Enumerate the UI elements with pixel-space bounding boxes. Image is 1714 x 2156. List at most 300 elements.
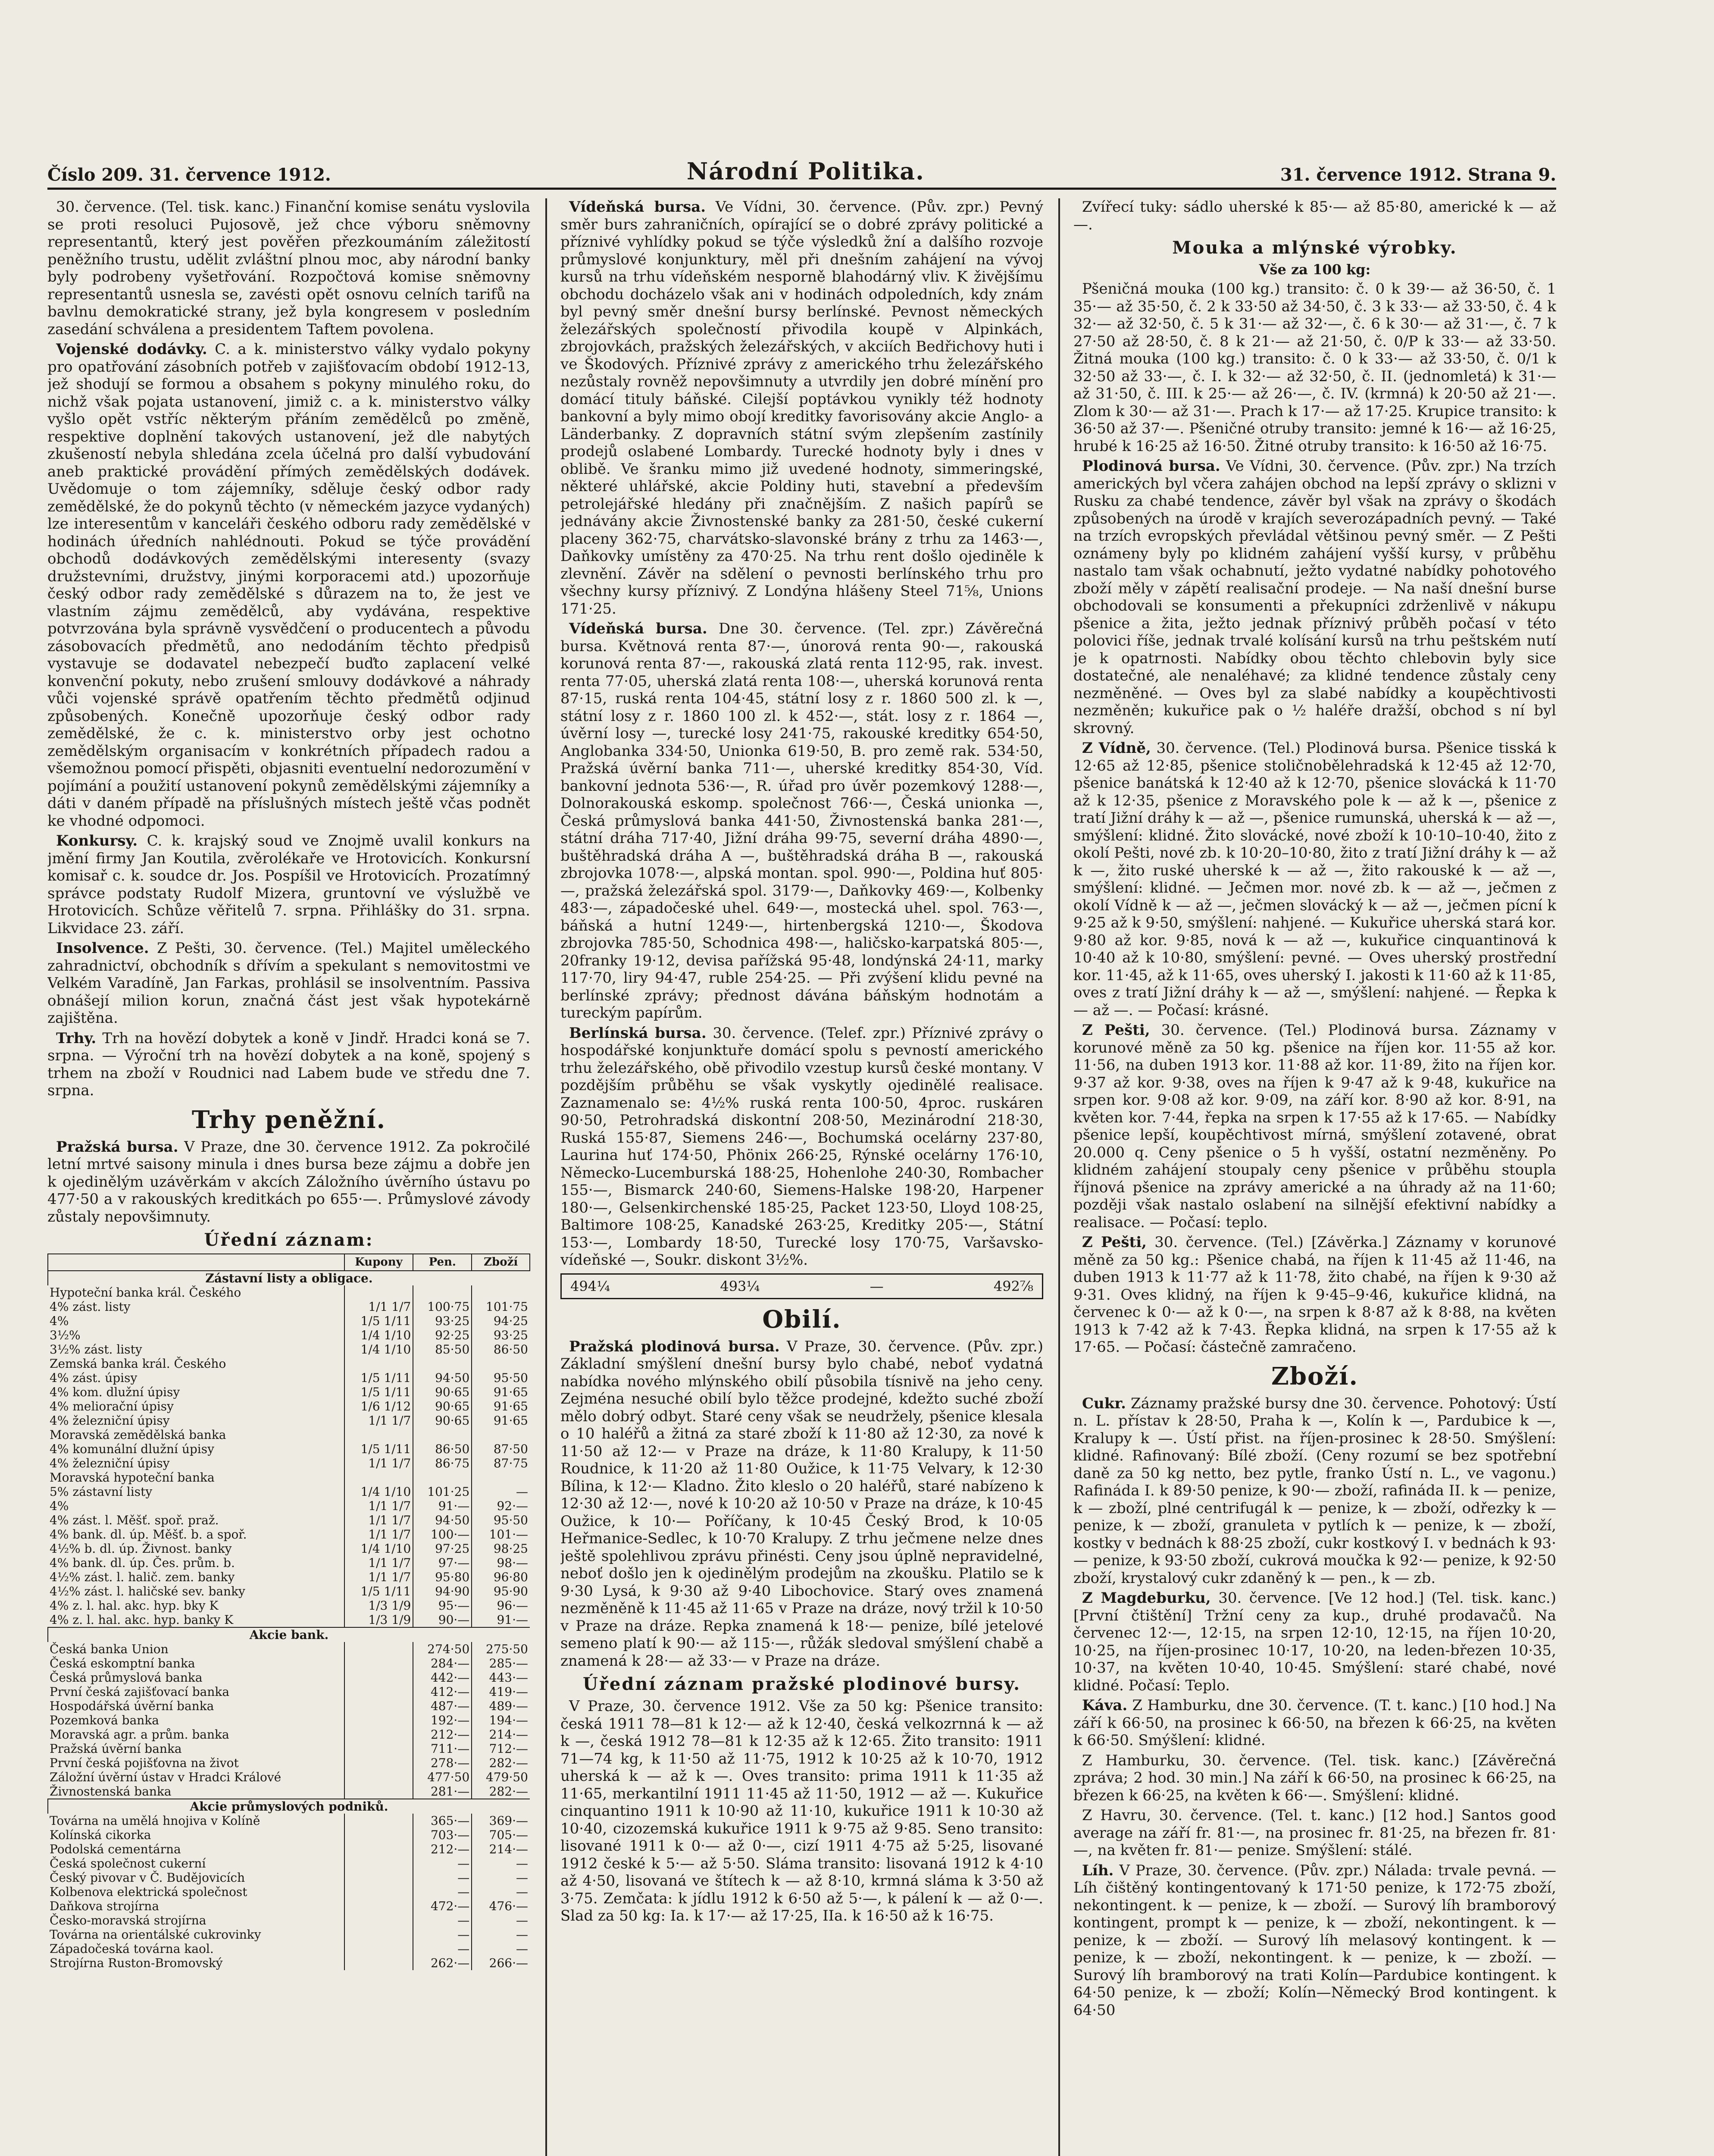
- security-name: 4% železniční úpisy: [50, 1456, 170, 1470]
- security-name: 4% meliorační úpisy: [50, 1399, 174, 1413]
- money-price: 86·75: [413, 1456, 472, 1470]
- coupon-dates: [344, 1828, 413, 1842]
- article-lead: Insolvence.: [56, 940, 149, 957]
- coupon-dates: [344, 1871, 413, 1885]
- article-lead: Z Pešti,: [1082, 1234, 1147, 1251]
- table-row: [48, 1913, 530, 1927]
- money-price: 442·—: [413, 1670, 472, 1685]
- goods-price: 87·75: [472, 1456, 530, 1470]
- goods-price: 91·65: [472, 1399, 530, 1413]
- article-prague-produce: [560, 1338, 1043, 1670]
- table-row: [48, 1342, 530, 1357]
- goods-price: 86·50: [472, 1342, 530, 1357]
- coupon-dates: 1/4 1/10: [344, 1342, 413, 1357]
- money-price: 94·50: [413, 1513, 472, 1527]
- table-row: [48, 1756, 530, 1770]
- table-row: [48, 1613, 530, 1627]
- issue-date: Číslo 209. 31. července 1912.: [47, 165, 331, 185]
- table-row: [48, 1642, 530, 1656]
- security-name: Západočeská továrna kaol.: [50, 1942, 214, 1956]
- security-name: Moravská agr. a prům. banka: [50, 1727, 229, 1742]
- coupon-dates: [344, 1885, 413, 1899]
- table-row: [48, 1727, 530, 1742]
- article-lead: Vídeňská bursa.: [569, 620, 707, 637]
- security-name: 4% kom. dlužní úpisy: [50, 1385, 180, 1399]
- goods-price: —: [472, 1942, 530, 1956]
- money-price: 412·—: [413, 1685, 472, 1699]
- coupon-dates: [344, 1685, 413, 1699]
- money-price: 278·—: [413, 1756, 472, 1770]
- money-price: 274·50: [413, 1642, 472, 1656]
- article-body: 30. července. (Telef. zpr.) Příznivé zprávy o hospodářské konjunktuře domácí spolu s pevností amerického trhu železářského, obě přivodilo vzestup kursů české montany. V pozdějším průběhu se však vyskytly ojedinělé realisace. Zaznamenalo se: 4½% ruská renta 100·50, 4proc. ruskáren 90·50, Petrohradská diskontní 208·50, Mezinárodní 218·30, Ruská 155·87, Siemens 246·—, Bochumská ocelárny 237·80, Laurina huť 174·50, Phönix 266·25, Rýnské ocelárny 176·10, Německo-Lucemburská 188·25, Hohenlohe 240·30, Rombacher 155·—, Bismarck 240·60, Siemens-Halske 198·20, Harpener 180·—, Gelsenkirchenské 185·25, Packet 123·50, Lloyd 108·25, Baltimore 108·25, Kanadské 263·25, Kreditky 205·—, Státní 153·—, Lombardy 18·50, Turecké losy 170·75, Varšavsko-vídeňské —, Soukr. diskont 3½%.: [560, 1024, 1043, 1269]
- article-body: V Praze, dne 30. července 1912. Za pokročilé letní mrtvé saisony minula i dnes bursa beze zájmu a dobře jen k ojedinělým uzávěrkám v akcích Záložního úvěrního ústavu po 477·50 a v rakouských kreditkách po 655·—. Průmyslové závody zůstaly nepovšimnuty.: [47, 1138, 530, 1225]
- coupon-dates: [344, 1670, 413, 1685]
- table-row: [48, 1499, 530, 1513]
- table-row: [48, 1885, 530, 1899]
- security-name: Hypoteční banka král. Českého: [50, 1285, 241, 1300]
- goods-price: —: [472, 1913, 530, 1927]
- article-body: C. a k. ministerstvo války vydalo pokyny pro opatřování zásobních potřeb v zajišťovacím období 1912-13, jež shodují se formou a obsahem s pokyny minulého roku, do nichž však pojata ustanovení, jimiž c. a k. ministerstvo války vyšlo opět vstříc některým přáním zemědělců po změně, respektive doplnění takových ustanovení, jež dle nabytých zkušeností nebyla shledána zcela účelná pro další vybudování aneb praktické provádění přímých zemědělských dodávek. Uvědomuje o tom zájemníky, sděluje český odbor rady zemědělské, že do pokynů těchto (v německém jazyce vydaných) lze interesentům v kanceláři českého odboru rady zemědělské v hodinách úředních nahlédnouti. Pokud se týče provádění obchodů dodávkových zemědělskými interesenty (svazy družstevními, družstvy, jinými korporacemi atd.) upozorňuje český odbor rady zemědělské s důrazem na to, že jest ve vlastním zájmu zemědělců, aby vydávána, respektive potvrzována byla správně vysvědčení o producentech a původu zásobovacích předmětů, ano nedodáním těchto předpisů vystavuje se dodavatel nebezpečí buďto zaplacení velké konvenční pokuty, nebo zrušení smlouvy dodávkové a náhrady vůči vojenské správě opatřením těchto předmětů odjinud způsobených. Konečně upozorňuje český odbor rady zemědělské, že c. k. ministerstvo orby jest ochotno zemědělským organisacím v konkrétních případech radou a všemožnou pomocí přispěti, objasniti eventuelní nedorozumění v pojímání a použití ustanovení pokynů zemědělskými zájemníky a dáti v daném případě na příslušných místech ještě včas podnět ke vhodné odpomoci.: [47, 341, 530, 830]
- table-row: [48, 1442, 530, 1456]
- article-lead: Káva.: [1082, 1697, 1128, 1714]
- coupon-dates: [344, 1285, 413, 1300]
- article-from-vienna: [1073, 740, 1556, 1019]
- table-row: [48, 1428, 530, 1442]
- goods-price: —: [472, 1927, 530, 1942]
- column-rule: [545, 198, 547, 2156]
- goods-price: [472, 1357, 530, 1371]
- money-price: 90·65: [413, 1399, 472, 1413]
- article-body: Ve Vídni, 30. července. (Pův. zpr.) Pevný směr burs zahraničních, opírající se o dobré zprávy politické a příznivé vyhlídky pokud se týče výsledků žní a dalšího rozvoje průmyslové konjunktury, měl při dnešním zahájení na vývoj kursů na trhu vídeňském nesporně blahodárný vliv. K živějšímu obchodu docházelo však ani v hodinách odpoledních, kdy znám byl pevný směr dnešní bursy berlínské. Pevnost německých železářských společností přivodila koupě v Alpinkách, zbrojovkách, pražských železářských, v akciích Bedřichovy huti i ve Škodových. Příznivé zprávy z amerického trhu železářského nezůstaly rovněž nepovšimnuty a utvrdily jen dobré mínění pro domácí tituly báňské. Cilejší poptávkou vynikly též hodnoty bankovní a byly mimo obojí kreditky favorisovány akcie Anglo- a Länderbanky. Z dopravních státní svým zlepšením zastínily prodejů oslabené Lombardy. Turecké hodnoty byly i dnes v oblibě. Ve šranku mimo již uvedené hodnoty, simmeringské, některé uhlářské, akcie Poldiny huti, stavební a především petrolejářské hledány při značnějším. Z našich papírů se jednávány akcie Živnostenské banky za 281·50, české cukerní placeny 362·75, charvátsko-slavonské brány z trhu za 1463·—, Daňkovky umístěny za 470·25. Na trhu rent došlo ojediněle k zlevnění. Závěr na sdělení o pevnosti berlínského trhu pro všechny kursy příznivý. Z Londýna hlášeny Steel 71⅝, Unions 171·25.: [560, 198, 1043, 617]
- produce-record-title: Úřední záznam pražské plodinové bursy.: [582, 1674, 1021, 1694]
- goods-price: 476·—: [472, 1899, 530, 1913]
- security-name: 4% komunální dlužní úpisy: [50, 1442, 214, 1456]
- table-row: [48, 1899, 530, 1913]
- money-price: 703·—: [413, 1828, 472, 1842]
- goods-price: 98·25: [472, 1542, 530, 1556]
- table-header-row: [48, 1254, 530, 1271]
- goods-price: 369·—: [472, 1814, 530, 1828]
- security-name: 4% zást. listy: [50, 1300, 131, 1314]
- security-name: 4½% b. dl. úp. Živnost. banky: [50, 1542, 232, 1556]
- column-3: [1073, 198, 1556, 2156]
- security-name: Pozemková banka: [50, 1713, 159, 1727]
- goods-price: 91·—: [472, 1613, 530, 1627]
- security-name: Záložní úvěrní ústav v Hradci Králové: [50, 1770, 281, 1784]
- goods-price: 489·—: [472, 1699, 530, 1713]
- money-price: 711·—: [413, 1742, 472, 1756]
- goods-price: 712·—: [472, 1742, 530, 1756]
- coupon-dates: [344, 1927, 413, 1942]
- money-price: 90·—: [413, 1613, 472, 1627]
- article-magdeburg: [1073, 1589, 1556, 1694]
- article-sugar: [1073, 1395, 1556, 1587]
- goods-price: 92·—: [472, 1499, 530, 1513]
- article-lead: Pražská plodinová bursa.: [569, 1338, 780, 1355]
- coupon-dates: 1/1 1/7: [344, 1499, 413, 1513]
- security-name: Česká eskomptní banka: [50, 1656, 195, 1670]
- coupon-dates: [344, 1756, 413, 1770]
- security-name: 4½% zást. l. halič. zem. banky: [50, 1570, 235, 1584]
- table-row: [48, 1699, 530, 1713]
- table-row: [48, 1713, 530, 1727]
- coupon-dates: 1/3 1/9: [344, 1598, 413, 1613]
- money-price: [413, 1470, 472, 1485]
- money-price: [413, 1285, 472, 1300]
- article-insolvency: [47, 940, 530, 1027]
- coupon-dates: 1/1 1/7: [344, 1527, 413, 1542]
- money-price: 212·—: [413, 1727, 472, 1742]
- table-group-row: [48, 1271, 530, 1285]
- security-name: Kolbenova elektrická společnost: [50, 1885, 247, 1899]
- table-row: [48, 1770, 530, 1784]
- money-price: 92·25: [413, 1328, 472, 1342]
- table-row: [48, 1814, 530, 1828]
- coupon-dates: [344, 1842, 413, 1856]
- table-row: [48, 1513, 530, 1527]
- table-row: [48, 1828, 530, 1842]
- coupon-dates: [344, 1770, 413, 1784]
- security-name: Česká průmyslová banka: [50, 1670, 203, 1685]
- article-lead: Z Pešti,: [1082, 1022, 1150, 1039]
- table-row: [48, 1871, 530, 1885]
- goods-price: 93·25: [472, 1328, 530, 1342]
- quotes-table: [47, 1253, 530, 1970]
- security-name: Zemská banka král. Českého: [50, 1357, 226, 1371]
- money-price: 472·—: [413, 1899, 472, 1913]
- goods-price: 91·65: [472, 1385, 530, 1399]
- money-price: 97·—: [413, 1556, 472, 1570]
- security-name: Moravská zemědělská banka: [50, 1428, 226, 1442]
- article-lead: Trhy.: [56, 1029, 97, 1047]
- section-title-grain: Obilí.: [762, 1305, 841, 1334]
- money-price: 95·80: [413, 1570, 472, 1584]
- page-number: 31. července 1912. Strana 9.: [1280, 165, 1556, 185]
- security-name: První česká pojišťovna na život: [50, 1756, 239, 1770]
- table-row: [48, 1656, 530, 1670]
- coupon-dates: 1/4 1/10: [344, 1542, 413, 1556]
- article-lead: Konkursy.: [56, 832, 138, 849]
- article-prague-exchange: [47, 1138, 530, 1226]
- group-title: Akcie bank.: [48, 1627, 530, 1642]
- goods-price: 95·50: [472, 1371, 530, 1385]
- goods-price: 96·—: [472, 1598, 530, 1613]
- coupon-dates: 1/1 1/7: [344, 1513, 413, 1527]
- article-berlin-exchange: [560, 1025, 1043, 1269]
- money-price: 86·50: [413, 1442, 472, 1456]
- money-price: 477·50: [413, 1770, 472, 1784]
- security-name: Podolská cementárna: [50, 1842, 181, 1856]
- money-price: 93·25: [413, 1314, 472, 1328]
- article-body: Ve Vídni, 30. července. (Pův. zpr.) Na trzích amerických byl včera zahájen obchod na lepší zprávy o sklizni v Rusku za chabé tendence, závěr byl však na zprávy o škodách způsobených na úrodě v krajích severozápadních pevný. — Také na trzích evropských převládal většinou pevný směr. — Z Pešti oznámeny byly po klidném zahájení vyšší kursy, v průběhu nastalo tam však ochabnutí, ježto vydatné nabídky pohotového zboží měly v zápětí realisační prodeje. — Na naší dnešní burse obchodovali se konsumenti a překupníci zdrženlivě v nákupu pšenice a žita, ježto jednak příznivý průběh počasí v této polovici říše, jednak trvalé kolísání kursů na trhu peštském nutí je k opatrnosti. Nabídky obou těchto chlebovin byly sice dostatečné, ale nenaléhavé; za klidné tendence zůstaly ceny nezměněné. — Oves byl za slabé nabídky a koupěchtivosti nezměněn; kukuřice pak o ½ haléře dražší, obchod s ní byl skrovný.: [1073, 458, 1556, 737]
- money-price: 97·25: [413, 1542, 472, 1556]
- table-row: [48, 1556, 530, 1570]
- article-body: Dne 30. července. (Tel. zpr.) Závěrečná bursa. Květnová renta 87·—, únorová renta 90·—, rakouská korunová renta 87·—, rakouská zlatá renta 112·95, rak. invest. renta 77·05, uherská zlatá renta 108·—, uherská korunová renta 87·15, ruská renta 104·45, státní losy z r. 1860 500 zl. k —, státní losy z r. 1860 100 zl. k 452·—, stát. losy z r. 1864 —, úvěrní losy —, turecké losy 241·75, rakouské kreditky 654·50, Anglobanka 334·50, Unionka 619·50, B. pro země rak. 534·50, Pražská úvěrní banka 711·—, uherské kreditky 854·30, Víd. bankovní jednota 536·—, R. úřad pro úvěr pozemkový 1288·—, Dolnorakouská eskomp. společnost 766·—, Česká unionka —, Česká průmyslová banka 441·50, Živnostenská banka 281·—, státní dráha 717·40, Jižní dráha 99·75, severní dráha 4890·—, buštěhradská dráha A —, buštěhradská dráha B —, rakouská zbrojovka 1078·—, alpská montan. spol. 990·—, Poldina huť 805·—, pražská železářská spol. 3179·—, Daňkovky 469·—, Kolbenky 483·—, západočeské uhel. 649·—, mostecká uhel. spol. 763·—, báňská a hutní 1249·—, hirtenbergská 1210·—, Škodova zbrojovka 785·50, Schodnica 498·—, haličsko-karpatská 805·—, 20franky 19·12, devisa pařížská 95·48, londýnská 24·11, marky 117·70, liry 94·47, ruble 254·25. — Při zvýšení klidu pevné na berlínské zprávy; přednost dávána báňským hodnotám a tureckým papírům.: [560, 620, 1043, 1022]
- money-price: 90·65: [413, 1385, 472, 1399]
- section-title-money-markets: Trhy peněžní.: [191, 1105, 386, 1134]
- coupon-dates: [344, 1742, 413, 1756]
- article-lead: Vídeňská bursa.: [569, 198, 706, 216]
- article-lead: Cukr.: [1082, 1395, 1126, 1412]
- coupon-dates: 1/1 1/7: [344, 1456, 413, 1470]
- article-spirits: [1073, 1862, 1556, 2019]
- coupon-dates: [344, 1856, 413, 1871]
- security-name: Daňkova strojírna: [50, 1899, 160, 1913]
- article-havre: Z Havru, 30. července. (Tel. t. kanc.) [12 hod.] Santos good average na září fr. 81·—, na prosinec fr. 81·25, na březen fr. 81·—, na květen fr. 81·— penize. Smýšlení: stálé.: [1073, 1807, 1556, 1859]
- table-row: [48, 1670, 530, 1685]
- table-row: [48, 1385, 530, 1399]
- article-lead: Plodinová bursa.: [1082, 458, 1220, 475]
- table-row: [48, 1742, 530, 1756]
- article-lead: Z Vídně,: [1082, 740, 1151, 757]
- money-price: [413, 1357, 472, 1371]
- coupon-dates: [344, 1956, 413, 1970]
- money-price: 212·—: [413, 1842, 472, 1856]
- coupon-dates: 1/5 1/11: [344, 1371, 413, 1385]
- article-military-supplies: [47, 341, 530, 830]
- table-row: [48, 1956, 530, 1970]
- article-lead: Z Magdeburku,: [1082, 1589, 1211, 1607]
- table-row: [48, 1456, 530, 1470]
- goods-price: 101·75: [472, 1300, 530, 1314]
- money-price: 281·—: [413, 1784, 472, 1799]
- table-row: [48, 1942, 530, 1956]
- flour-title: Mouka a mlýnské výrobky.: [1172, 238, 1458, 258]
- ticker-value: 492⅞: [993, 1278, 1033, 1294]
- goods-price: 95·50: [472, 1513, 530, 1527]
- goods-price: 214·—: [472, 1842, 530, 1856]
- coupon-dates: [344, 1727, 413, 1742]
- goods-price: [472, 1428, 530, 1442]
- column-1: [47, 198, 530, 2156]
- coupon-dates: [344, 1470, 413, 1485]
- goods-price: 285·—: [472, 1656, 530, 1670]
- coupon-dates: 1/4 1/10: [344, 1328, 413, 1342]
- table-row: [48, 1314, 530, 1328]
- money-price: 262·—: [413, 1956, 472, 1970]
- table-row: [48, 1784, 530, 1799]
- money-price: 95·—: [413, 1598, 472, 1613]
- security-name: 4%: [50, 1314, 69, 1328]
- article-flour: Pšeničná mouka (100 kg.) transito: č. 0 k 39·— až 36·50, č. 1 35·— až 35·50, č. 2 k 33·50 až 34·50, č. 3 k 33·— až 33·50, č. 4 k 32·— až 32·50, č. 5 k 31·— až 32·—, č. 6 k 30·— až 31·—, č. 7 k 27·50 až 28·50, č. 8 k 21·— až 21·50, č. 0/P k 33·— až 33·50. Žitná mouka (100 kg.) transito: č. 0 k 33·— až 33·50, č. 0/1 k 32·50 až 33·—, č. I. k 32·— až 32·50, č. II. (jednomletá) k 31·— až 31·50, č. III. k 25·— až 26·—, č. IV. (krmná) k 20·50 až 21·—. Zlom k 30·— až 31·—. Prach k 17·— až 17·25. Krupice transito: k 36·50 až 37·—. Pšeničné otruby transito: jemné k 16·— až 16·25, hrubé k 16·25 až 16·50. Žitné otruby transito: k 16·50 až 16·75.: [1073, 280, 1556, 455]
- goods-price: 419·—: [472, 1685, 530, 1699]
- coupon-dates: [344, 1784, 413, 1799]
- table-row: [48, 1542, 530, 1556]
- coupon-dates: 1/5 1/11: [344, 1442, 413, 1456]
- goods-price: —: [472, 1871, 530, 1885]
- money-price: —: [413, 1942, 472, 1956]
- goods-price: 705·—: [472, 1828, 530, 1842]
- coupon-dates: [344, 1656, 413, 1670]
- security-name: 3½%: [50, 1328, 81, 1342]
- money-price: 100·75: [413, 1300, 472, 1314]
- article-bankruptcies: [47, 832, 530, 937]
- article-lead: Vojenské dodávky.: [56, 341, 207, 358]
- article-vienna-exchange: [560, 198, 1043, 617]
- goods-price: [472, 1470, 530, 1485]
- goods-price: 214·—: [472, 1727, 530, 1742]
- goods-price: 98·—: [472, 1556, 530, 1570]
- goods-price: [472, 1285, 530, 1300]
- security-name: Pražská úvěrní banka: [50, 1742, 182, 1756]
- table-row: [48, 1399, 530, 1413]
- coupon-dates: 1/5 1/11: [344, 1385, 413, 1399]
- money-price: 284·—: [413, 1656, 472, 1670]
- table-row: [48, 1285, 530, 1300]
- table-row: [48, 1927, 530, 1942]
- coupon-dates: 1/1 1/7: [344, 1570, 413, 1584]
- columns: [47, 198, 1556, 2156]
- article-produce-vienna: [1073, 458, 1556, 737]
- coupon-dates: [344, 1642, 413, 1656]
- security-name: První česká zajišťovací banka: [50, 1685, 230, 1699]
- goods-price: 194·—: [472, 1713, 530, 1727]
- security-name: Strojírna Ruston-Bromovský: [50, 1956, 223, 1970]
- section-title-goods: Zboží.: [1271, 1362, 1358, 1391]
- security-name: Kolínská cikorka: [50, 1828, 151, 1842]
- goods-price: —: [472, 1485, 530, 1499]
- goods-price: 87·50: [472, 1442, 530, 1456]
- security-name: Živnostenská banka: [50, 1784, 172, 1799]
- goods-price: 282·—: [472, 1756, 530, 1770]
- money-price: 487·—: [413, 1699, 472, 1713]
- money-price: 94·90: [413, 1584, 472, 1598]
- article-animal-fats: Zvířecí tuky: sádlo uherské k 85·— až 85·80, americké k — až —.: [1073, 198, 1556, 233]
- coupon-dates: 1/1 1/7: [344, 1300, 413, 1314]
- coupon-dates: [344, 1913, 413, 1927]
- security-name: Hospodářská úvěrní banka: [50, 1699, 214, 1713]
- ticker-value: 494¼: [570, 1278, 610, 1294]
- article-finance-commission: 30. července. (Tel. tisk. kanc.) Finanční komise senátu vyslovila se proti resoluci Pujosově, jež chce výboru sněmovny representantů, který jest pověřen přezkoumáním záležitostí peněžního trustu, udělit zvláštní plnou moc, aby národní banky byly podrobeny vyšetřování. Rozpočtová komise sněmovny representantů usnesla se, zavésti opět osnovu celních tarifů na bavlnu demokratické strany, jež byla kongresem v posledním zasedání schválena a presidentem Taftem povolena.: [47, 198, 530, 338]
- page-header: [47, 157, 1556, 190]
- article-hamburg: Z Hamburku, 30. července. (Tel. tisk. kanc.) [Závěrečná zpráva; 2 hod. 30 min.] Na září k 66·50, na prosinec k 66·25, na březen k 66·25, na květen k 66·—. Smýšlení: klidné.: [1073, 1752, 1556, 1804]
- goods-price: —: [472, 1885, 530, 1899]
- coupon-dates: 1/6 1/12: [344, 1399, 413, 1413]
- coupon-dates: 1/5 1/11: [344, 1584, 413, 1598]
- goods-price: 443·—: [472, 1670, 530, 1685]
- article-lead: Pražská bursa.: [56, 1138, 178, 1156]
- table-row: [48, 1842, 530, 1856]
- goods-price: 91·65: [472, 1413, 530, 1428]
- goods-price: 266·—: [472, 1956, 530, 1970]
- header-goods: Zboží: [472, 1254, 530, 1271]
- column-rule: [1058, 198, 1060, 2156]
- official-record-title: Úřední záznam:: [204, 1230, 374, 1250]
- money-price: —: [413, 1885, 472, 1899]
- article-from-pest-closing: [1073, 1234, 1556, 1356]
- table-row: [48, 1357, 530, 1371]
- column-2: [560, 198, 1043, 2156]
- table-group-row: [48, 1799, 530, 1814]
- coupon-dates: [344, 1814, 413, 1828]
- article-body: Z Hamburku, dne 30. července. (T. t. kanc.) [10 hod.] Na září k 66·50, na prosinec k 66·50, na březen k 66·25, na květen k 66·50. Smýšlení: klidné.: [1073, 1697, 1556, 1749]
- article-body: V Praze, 30. července. (Pův. zpr.) Základní smýšlení dnešní bursy bylo chabé, neboť vydatná nabídka nového mlýnského obilí působila tísnivě na jeho ceny. Zejména nesuché obilí bylo těžce prodejné, kdežto suché zboží mělo dobrý odbyt. Staré ceny však se neudržely, pšenice klesala o 10 haléřů a žitná za staré zboží k 11·80 až 12·30, za nové k 11·50 až 12·— v Praze na dráze, k 11·80 Kralupy, k 11·50 Roudnice, k 11·20 až 11·80 Oužice, k 11·75 Velvary, k 12·30 Bílina, k 12·— Kladno. Žito kleslo o 20 haléřů, staré nabízeno k 12·30 až 12·—, nové k 10·20 až 10·50 v Praze na dráze, k 10·45 Oužice, k 10·— Poříčany, k 10·45 Český Brod, k 10·05 Heřmanice-Sedlec, k 10·70 Kralupy. Z trhu ječmene nelze dnes ještě spolehlivou zprávu přinésti. Ceny jsou úplně nepravidelné, neboť došlo jen k ojedinělým prodejům na zkoušku. Platilo se k 9·30 Lysá, k 9·30 až 9·40 Libochovice. Starý oves znamená nezměněně k 11·45 až 11·65 v Praze na dráze, nový tržil k 10·50 v Praze na dráze. Repka znamená k 18·— penize, bílé jetelové semeno platí k 90·— až 115·—, růžák sledoval smýšlení chabě a znamená k 28·— až 33·— v Praze na dráze.: [560, 1338, 1043, 1670]
- security-name: 4% bank. dl. úp. Čes. prům. b.: [50, 1556, 235, 1570]
- money-price: 85·50: [413, 1342, 472, 1357]
- coupon-dates: 1/5 1/11: [344, 1314, 413, 1328]
- article-body: 30. července. (Tel.) Plodinová bursa. Záznamy v korunové měně za 50 kg. pšenice na říjen kor. 11·55 až kor. 11·56, na duben 1913 kor. 11·88 až kor. 11·89, žito na říjen kor. 9·37 až kor. 9·38, oves na říjen k 9·47 až k 9·48, kukuřice na srpen kor. 9·08 až kor. 9·09, na září kor. 8·90 až kor. 8·91, na květen kor. 7·44, řepka na srpen k 17·55 až k 17·65. — Nabídky pšenice lepší, koupěchtivost mírná, smýšlení zotavené, obrat 20.000 q. Ceny pšenice o 5 h vyšší, ostatní nezměněny. Po klidném zahájení stoupaly ceny pšenice v průběhu stoupla říjnová pšenice na zprávy americké a na úhrady až na 11·60; později však nastalo oslabení na silnější efektivní nabídky a realisace. — Počasí: teplo.: [1073, 1022, 1556, 1231]
- security-name: 4% zást. úpisy: [50, 1371, 138, 1385]
- table-row: [48, 1527, 530, 1542]
- table-row: [48, 1856, 530, 1871]
- money-price: 94·50: [413, 1371, 472, 1385]
- table-row: [48, 1413, 530, 1428]
- article-lead: Berlínská bursa.: [569, 1024, 707, 1042]
- security-name: 4% zást. l. Měšť. spoř. praž.: [50, 1513, 219, 1527]
- article-produce-record: V Praze, 30. července 1912. Vše za 50 kg: Pšenice transito: česká 1911 78—81 k 12·— až k 12·40, česká velkozrnná k — až k —, česká 1912 78—81 k 12·35 až k 12·65. Žito transito: 1911 71—74 kg, k 11·50 až 11·75, 1912 k 10·25 až k 10·70, 1912 uherská k — až k —. Oves transito: prima 1911 k 11·35 až 11·65, merkantilní 1911 11·45 až 11·50, 1912 — až —. Kukuřice cinquantino 1911 k 10·90 až 11·10, kukuřice 1911 k 10·30 až 10·40, cizozemská kukuřice 1911 k 9·75 až 9·85. Seno transito: lisované 1911 k 0·— až 0·—, cizí 1911 4·75 až 5·25, lisované 1912 české k 5·— až 5·50. Sláma transito: lisovaná 1912 k 4·10 až 4·50, lisovaná ve štítech k — až 8·10, krmná sláma k 3·50 až 3·75. Zemčata: k jídlu 1912 k 6·50 až 5·—, k pálení k — až 0·—. Slad za 50 kg: Ia. k 17·— až 17·25, IIa. k 16·50 až k 16·75.: [560, 1698, 1043, 1924]
- coupon-dates: 1/1 1/7: [344, 1556, 413, 1570]
- money-price: 90·65: [413, 1413, 472, 1428]
- article-body: C. k. krajský soud ve Znojmě uvalil konkurs na jmění firmy Jan Koutila, zvěrolékaře ve Hrotovicích. Konkursní komisař c. k. soudce dr. Jos. Pospíšil ve Hrotovicích. Prozatímný správce podstaty Rudolf Mizera, gruntovní ve výslužbě ve Hrotovicích. Schůze věřitelů 7. srpna. Přihlášky do 31. srpna. Likvidace 23. září.: [47, 832, 530, 937]
- table-row: [48, 1300, 530, 1314]
- article-lead: Líh.: [1082, 1861, 1114, 1879]
- goods-price: 95·90: [472, 1584, 530, 1598]
- coupon-dates: 1/3 1/9: [344, 1613, 413, 1627]
- article-vienna-closing: [560, 620, 1043, 1022]
- security-name: 4% z. l. hal. akc. hyp. banky K: [50, 1613, 234, 1627]
- table-row: [48, 1371, 530, 1385]
- table-row: [48, 1584, 530, 1598]
- newspaper-page: [47, 157, 1556, 2156]
- group-title: Zástavní listy a obligace.: [48, 1271, 530, 1285]
- money-price: [413, 1428, 472, 1442]
- ticker-value: 493¼: [720, 1278, 760, 1294]
- money-price: —: [413, 1913, 472, 1927]
- security-name: 3½% zást. listy: [50, 1342, 142, 1357]
- security-name: Česká banka Union: [50, 1642, 169, 1656]
- coupon-dates: [344, 1699, 413, 1713]
- security-name: Česko-moravská strojírna: [50, 1913, 206, 1927]
- money-price: 101·25: [413, 1485, 472, 1499]
- table-row: [48, 1598, 530, 1613]
- article-coffee: [1073, 1697, 1556, 1749]
- security-name: Moravská hypoteční banka: [50, 1470, 215, 1485]
- goods-price: 282·—: [472, 1784, 530, 1799]
- article-body: Z Pešti, 30. července. (Tel.) Majitel uměleckého zahradnictví, obchodník s dřívím a spekulant s nemovitostmi ve Velkém Varadíně, Jan Farkas, prohlásil se insolventním. Passiva obnášejí milion korun, značná část jest však hypotekárně zajištěna.: [47, 940, 530, 1027]
- goods-price: 479·50: [472, 1770, 530, 1784]
- header-coupons: Kupony: [344, 1254, 413, 1271]
- coupon-dates: [344, 1428, 413, 1442]
- header-money: Pen.: [413, 1254, 472, 1271]
- security-name: Český pivovar v Č. Budějovicích: [50, 1871, 245, 1885]
- security-name: 4% železniční úpisy: [50, 1413, 170, 1428]
- ticker-box: [560, 1273, 1043, 1299]
- security-name: 4% z. l. hal. akc. hyp. bky K: [50, 1598, 219, 1613]
- article-from-pest: [1073, 1022, 1556, 1231]
- money-price: 100·—: [413, 1527, 472, 1542]
- money-price: 192·—: [413, 1713, 472, 1727]
- table-group-row: [48, 1627, 530, 1642]
- table-row: [48, 1685, 530, 1699]
- article-body: 30. července. [Ve 12 hod.] (Tel. tisk. kanc.) [První čtištění] Tržní ceny za kup., druhé prodavačů. Na červenec 12·—, 12·15, na srpen 12·10, 12·15, na říjen 10·20, 10·25, na říjen-prosinec 10·17, 10·20, na leden-březen 10·35, 10·37, na květen 10·40, 10·45. Smýšlení: staré chabé, nové klidné. Počasí: Teplo.: [1073, 1589, 1556, 1694]
- table-row: [48, 1570, 530, 1584]
- money-price: —: [413, 1871, 472, 1885]
- article-body: 30. července. (Tel.) [Závěrka.] Záznamy v korunové měně za 50 kg.: Pšenice chabá, na říjen k 11·45 až 11·46, na duben 1913 k 11·77 až k 11·78, žito chabé, na říjen k 9·30 až 9·31. Oves klidný, na říjen k 9·45–9·46, kukuřice klidná, na červenec k 0·— až k 0·—, na srpen k 8·87 až k 8·88, na květen 1913 k 7·42 až k 7·43. Řepka klidná, na srpen k 17·55 až k 17·65. — Počasí: částečně zamračeno.: [1073, 1234, 1556, 1356]
- coupon-dates: [344, 1899, 413, 1913]
- table-row: [48, 1470, 530, 1485]
- goods-price: 275·50: [472, 1642, 530, 1656]
- article-body: 30. července. (Tel.) Plodinová bursa. Pšenice tisská k 12·65 až 12·85, pšenice stoličnobělehradská k 12·45 až 12·70, pšenice banátská k 12·40 až k 12·70, pšenice slovácká k 11·70 až k 12·35, pšenice z Moravského pole k — až k —, pšenice z tratí Jižní dráhy k — až —, pšenice rumunská, uherská k — až —, smýšlení: klidné. Žito slovácké, nové zboží k 10·10–10·40, žito z okolí Pešti, nové zb. k 10·20–10·80, žito z tratí Jižní dráhy k — až k —, žito ruské uherské k — až —, žito rakouské k — až —, smýšlení: klidné. — Ječmen mor. nové zb. k — až —, ječmen z okolí Vídně k — až —, ječmen slovácký k — až —, ječmen pícní k 9·25 až k 9·50, smýšlení: nahjené. — Kukuřice uherská stará kor. 9·80 až kor. 9·85, nová k — až —, kukuřice cinquantinová k 10·40 až k 10·80, smýšlení: pevné. — Oves uherský prostřední kor. 11·45, až k 11·65, oves uherský I. jakosti k 11·60 až k 11·85, oves z tratí Jižní dráhy k — až —, smýšlení: nahjené. — Řepka k — až —. — Počasí: krásné.: [1073, 740, 1556, 1019]
- security-name: Továrna na umělá hnojiva v Kolíně: [50, 1814, 260, 1828]
- coupon-dates: [344, 1713, 413, 1727]
- money-price: —: [413, 1927, 472, 1942]
- security-name: 4%: [50, 1499, 69, 1513]
- group-title: Akcie průmyslových podniků.: [48, 1799, 530, 1814]
- money-price: 91·—: [413, 1499, 472, 1513]
- masthead: Národní Politika.: [686, 157, 925, 185]
- header-name: [48, 1254, 344, 1271]
- money-price: —: [413, 1856, 472, 1871]
